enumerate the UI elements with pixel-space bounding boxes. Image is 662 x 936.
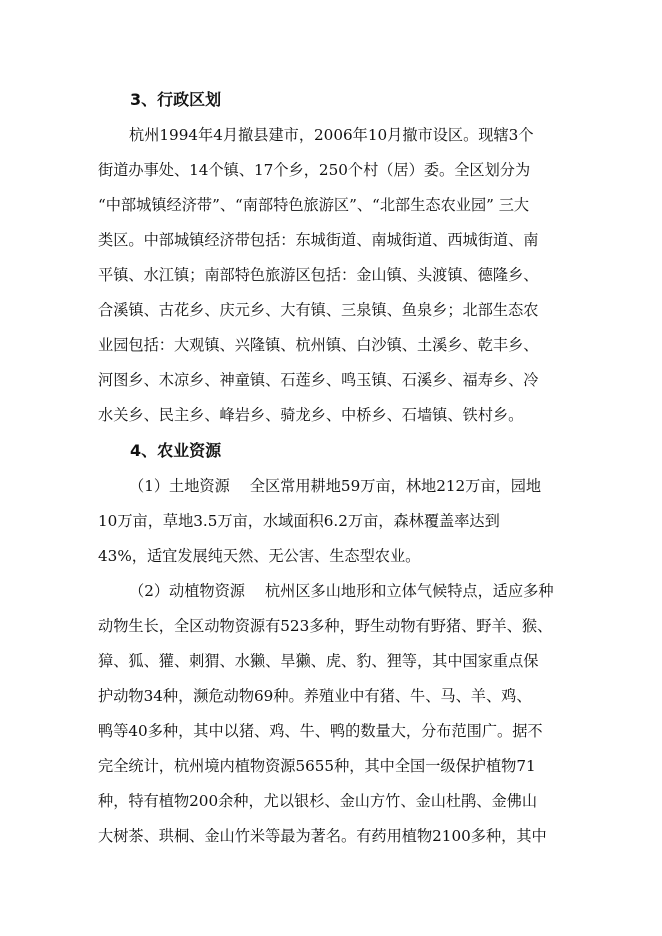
document-body: [98, 82, 562, 854]
text-line: 业园包括：大观镇、兴隆镇、杭州镇、白沙镇、土溪乡、乾丰乡、: [98, 336, 539, 354]
text-line: 护动物34种，濒危动物69种。养殖业中有猪、牛、马、羊、鸡、: [98, 687, 532, 705]
text-line: 河图乡、木凉乡、神童镇、石莲乡、鸣玉镇、石溪乡、福寿乡、冷: [98, 371, 539, 389]
text-line: 43%，适宜发展纯天然、无公害、生态型农业。: [98, 547, 421, 565]
text-line: 鸭等40多种，其中以猪、鸡、牛、鸭的数量大，分布范围广。据不: [98, 722, 543, 740]
text-line: 大树茶、珙桐、金山竹米等最为著名。有药用植物2100多种，其中: [98, 827, 547, 845]
text-line: 类区。中部城镇经济带包括：东城街道、南城街道、西城街道、南: [98, 231, 539, 249]
text-line: （1）土地资源 全区常用耕地59万亩，林地212万亩，园地: [129, 477, 542, 495]
text-line: 水关乡、民主乡、峰岩乡、骑龙乡、中桥乡、石墙镇、铁村乡。: [98, 406, 524, 424]
text-line: （2）动植物资源 杭州区多山地形和立体气候特点，适应多种: [129, 582, 554, 600]
paragraph-land-resources: [98, 469, 562, 574]
text-line: “中部城镇经济带”、“南部特色旅游区”、“北部生态农业园” 三大: [98, 196, 530, 214]
text-line: 动物生长，全区动物资源有523多种，野生动物有野猪、野羊、猴、: [98, 617, 553, 635]
paragraph-flora-fauna-resources: [98, 574, 562, 854]
section-heading-administrative-division: 3、行政区划: [130, 90, 222, 109]
paragraph-administrative-division: [98, 118, 562, 433]
text-line: 种，特有植物200余种，尤以银杉、金山方竹、金山杜鹃、金佛山: [98, 792, 538, 810]
text-line: 街道办事处、14个镇、17个乡，250个村（居）委。全区划分为: [98, 161, 531, 179]
text-line: 10万亩，草地3.5万亩，水域面积6.2万亩，森林覆盖率达到: [98, 512, 500, 530]
text-line: 完全统计，杭州境内植物资源5655种，其中全国一级保护植物71: [98, 757, 536, 775]
text-line: 平镇、水江镇；南部特色旅游区包括：金山镇、头渡镇、德隆乡、: [98, 266, 539, 284]
text-line: 獐、狐、獾、刺猬、水獭、旱獭、虎、豹、狸等，其中国家重点保: [98, 652, 539, 670]
text-line: 合溪镇、古花乡、庆元乡、大有镇、三泉镇、鱼泉乡；北部生态农: [98, 301, 539, 319]
section-heading-agricultural-resources: 4、农业资源: [130, 441, 222, 460]
text-line: 杭州1994年4月撤县建市，2006年10月撤市设区。现辖3个: [129, 126, 534, 144]
